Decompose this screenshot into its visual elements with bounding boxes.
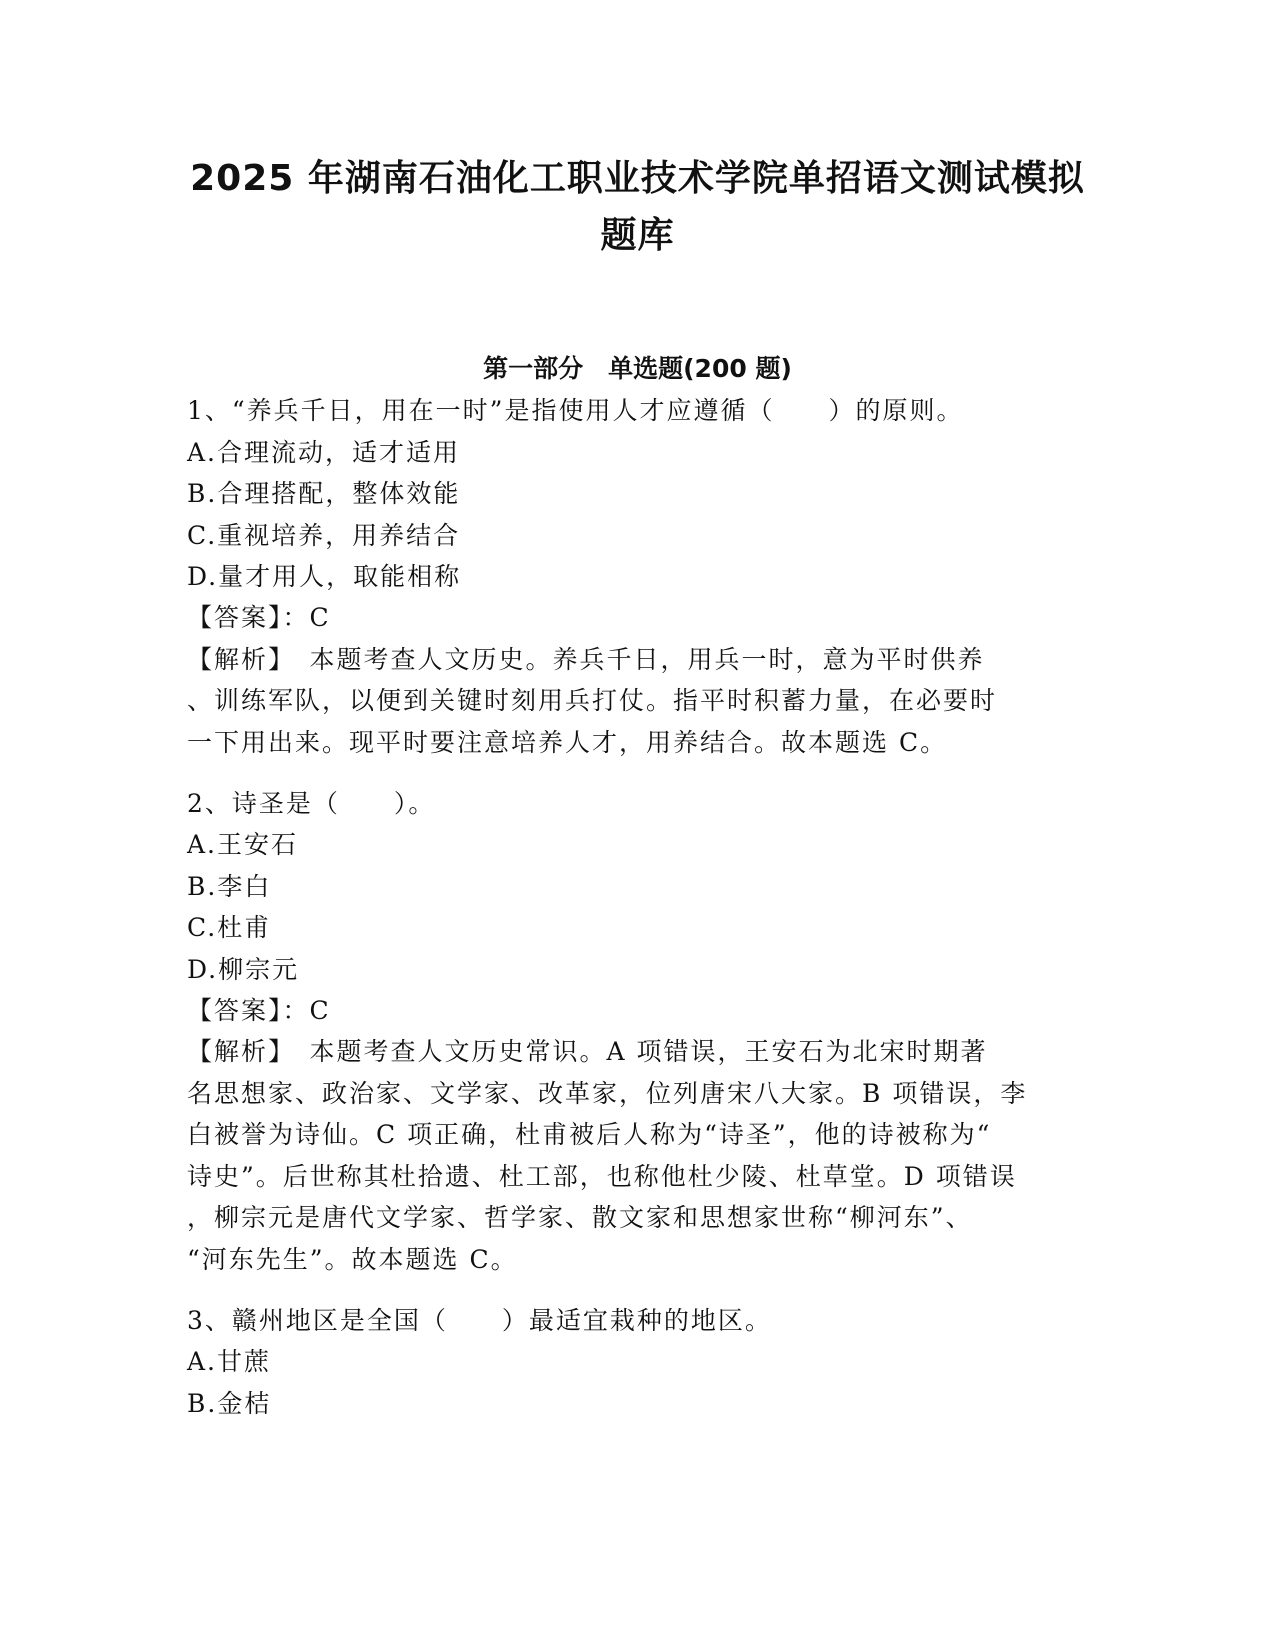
question-2-analysis-line-1: 【解析】 本题考查人文历史常识。A 项错误，王安石为北宋时期著 xyxy=(187,1037,988,1066)
question-2-analysis-line-4: 诗史”。后世称其杜拾遗、杜工部，也称他杜少陵、杜草堂。D 项错误 xyxy=(187,1162,1017,1191)
question-1-option-d: D.量才用人，取能相称 xyxy=(187,562,462,591)
question-2-analysis-line-5: ，柳宗元是唐代文学家、哲学家、散文家和思想家世称“柳河东”、 xyxy=(187,1203,973,1232)
question-1-option-b: B.合理搭配，整体效能 xyxy=(187,479,461,508)
question-3-stem: 3、赣州地区是全国（ ）最适宜栽种的地区。 xyxy=(187,1306,772,1335)
question-1-analysis-line-2: 、训练军队，以便到关键时刻用兵打仗。指平时积蓄力量，在必要时 xyxy=(187,686,998,715)
question-2-answer: 【答案】：C xyxy=(187,996,331,1025)
question-2-analysis-line-3: 白被誉为诗仙。C 项正确，杜甫被后人称为“诗圣”，他的诗被称为“ xyxy=(187,1120,992,1149)
question-2-option-a: A.王安石 xyxy=(187,830,299,859)
question-2-option-d: D.柳宗元 xyxy=(187,955,300,984)
question-2-stem: 2、诗圣是（ ）。 xyxy=(187,789,436,818)
question-1-stem: 1、“养兵千日，用在一时”是指使用人才应遵循（ ）的原则。 xyxy=(187,396,964,425)
question-2-option-c: C.杜甫 xyxy=(187,913,272,942)
question-1-answer: 【答案】：C xyxy=(187,603,331,632)
document-title-line-1: 2025 年湖南石油化工职业技术学院单招语文测试模拟 xyxy=(190,158,1085,199)
question-2-analysis-line-2: 名思想家、政治家、文学家、改革家，位列唐宋八大家。B 项错误，李 xyxy=(187,1079,1028,1108)
question-2-option-b: B.李白 xyxy=(187,872,272,901)
question-2-analysis-line-6: “河东先生”。故本题选 C。 xyxy=(187,1245,518,1274)
document-title-line-2: 题库 xyxy=(600,215,675,256)
question-1-option-a: A.合理流动，适才适用 xyxy=(187,438,461,467)
question-1-analysis-line-1: 【解析】 本题考查人文历史。养兵千日，用兵一时，意为平时供养 xyxy=(187,645,985,674)
section-heading: 第一部分 单选题(200 题) xyxy=(483,354,792,383)
question-3-option-b: B.金桔 xyxy=(187,1389,272,1418)
question-3-option-a: A.甘蔗 xyxy=(187,1347,272,1376)
question-1-option-c: C.重视培养，用养结合 xyxy=(187,521,461,550)
question-1-analysis-line-3: 一下用出来。现平时要注意培养人才，用养结合。故本题选 C。 xyxy=(187,728,948,757)
